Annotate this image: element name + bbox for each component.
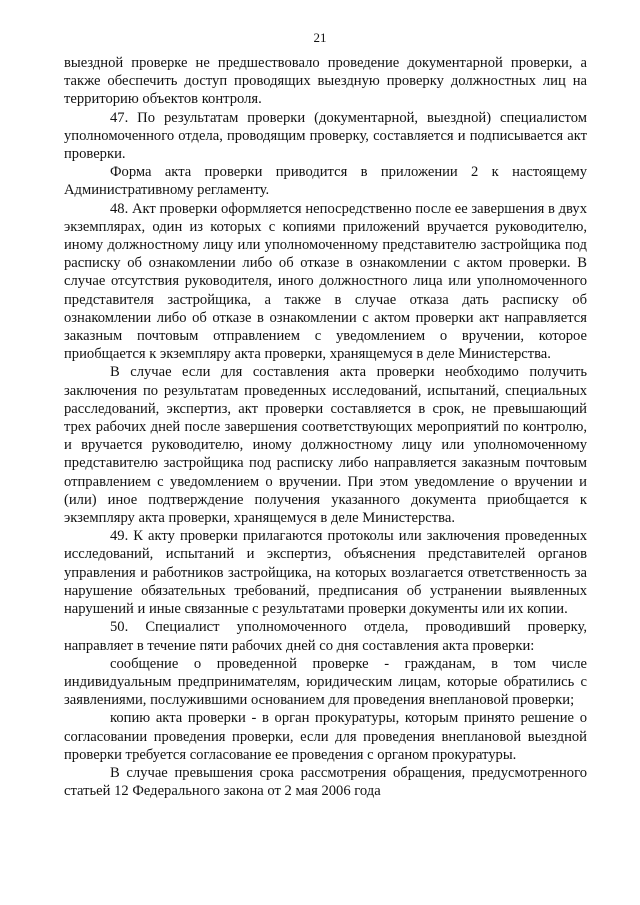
document-body xyxy=(64,54,587,800)
paragraph-deadline-exceeded: В случае превышения срока рассмотрения обращения, предусмотренного статьей 12 Федерального закона от 2 мая 2006 года xyxy=(64,764,587,800)
paragraph-continuation: выездной проверке не предшествовало проведение документарной проверки, а также обеспечить доступ проводящих выездную проверку должностных лиц на территорию объектов контроля. xyxy=(64,55,587,108)
page-number: 21 xyxy=(313,30,327,45)
paragraph-50-item-copy: копию акта проверки - в орган прокуратуры, которым принято решение о согласовании проведения проверки, если для проведения внеплановой выездной проверки требуется согласование ее проведения с органом прокуратуры. xyxy=(64,710,587,763)
paragraph-48: 48. Акт проверки оформляется непосредственно после ее завершения в двух экземплярах, один из которых с копиями приложений вручается руководителю, иному должностному лицу или уполномоченному представителю застройщика под расписку об ознакомлении либо об отказе в ознакомлении с актом проверки. В случае отсутствия руководителя, иного должностного лица или уполномоченного представителя застройщика, а также в случае отказа дать расписку об ознакомлении либо об отказе в ознакомлении с актом проверки акт направляется заказным почтовым отправлением с уведомлением о вручении, которое приобщается к экземпляру акта проверки, хранящемуся в деле Министерства. xyxy=(64,200,587,363)
paragraph-49: 49. К акту проверки прилагаются протоколы или заключения проведенных исследований, испытаний и экспертиз, объяснения представителей органов управления и работников застройщика, на которых возлагается ответственность за нарушение обязательных требований, предписания об устранении выявленных нарушений и иные связанные с результатами проверки документы или их копии. xyxy=(64,528,587,618)
paragraph-act-form: Форма акта проверки приводится в приложении 2 к настоящему Административному регламенту. xyxy=(64,164,587,199)
paragraph-48-continued: В случае если для составления акта проверки необходимо получить заключения по результатам проведенных исследований, испытаний, специальных расследований, экспертиз, акт проверки составляется в срок, не превышающий трех рабочих дней после завершения соответствующих мероприятий по контролю, и вручается руководителю, иному должностному лицу или уполномоченному представителю застройщика под расписку либо направляется заказным почтовым отправлением с уведомлением о вручении. При этом уведомление о вручении и (или) иное подтверждение получения указанного документа приобщается к экземпляру акта проверки, хранящемуся в деле Министерства. xyxy=(64,364,587,527)
paragraph-50-item-message: сообщение о проведенной проверке - гражданам, в том числе индивидуальным предпринимателям, юридическим лицам, которые обратились с заявлениями, послужившими основанием для проведения внеплановой проверки; xyxy=(64,655,587,709)
paragraph-47: 47. По результатам проверки (документарной, выездной) специалистом уполномоченного отдела, проводящим проверку, составляется и подписывается акт проверки. xyxy=(64,109,587,163)
paragraph-50: 50. Специалист уполномоченного отдела, проводивший проверку, направляет в течение пяти рабочих дней со дня составления акта проверки: xyxy=(64,619,587,654)
